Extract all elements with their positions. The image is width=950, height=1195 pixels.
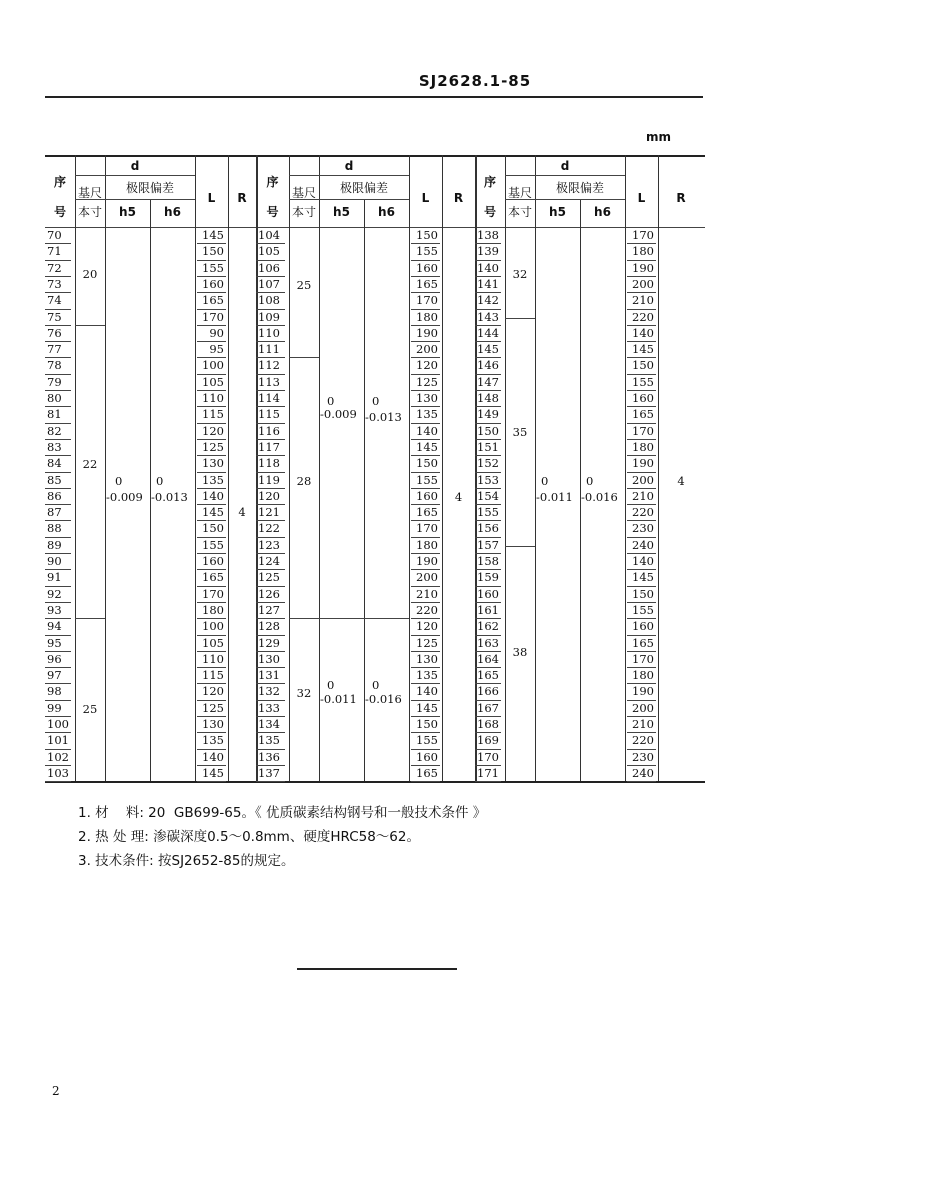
L-cell: 165 [416, 505, 438, 520]
seq-cell: 89 [47, 537, 62, 552]
row-rule [411, 781, 440, 782]
L-cell: 130 [202, 456, 224, 471]
header-sub-rule [75, 175, 195, 176]
header-rule [45, 96, 703, 98]
L-cell: 190 [632, 684, 654, 699]
row-rule [45, 781, 71, 782]
h5-upper: 0 [327, 677, 335, 692]
size-rule [505, 318, 535, 319]
header-L: L [421, 191, 430, 205]
L-cell: 165 [202, 570, 224, 585]
seq-cell: 139 [477, 244, 499, 259]
h6-upper: 0 [372, 677, 380, 692]
L-cell: 140 [632, 325, 654, 340]
L-cell: 115 [202, 407, 224, 422]
L-cell: 125 [202, 700, 224, 715]
L-cell: 190 [416, 554, 438, 568]
header-sub-rule [505, 175, 625, 176]
header-seq: 号 [266, 205, 279, 219]
seq-cell: 80 [47, 391, 62, 405]
seq-cell: 70 [47, 228, 62, 242]
L-cell: 170 [632, 651, 654, 666]
seq-cell: 142 [477, 293, 499, 308]
row-rule [256, 781, 285, 782]
L-cell: 155 [202, 537, 224, 552]
header-d: d [130, 159, 140, 173]
seq-cell: 121 [258, 505, 280, 520]
L-cell: 240 [632, 537, 654, 552]
seq-cell: 154 [477, 488, 499, 503]
seq-cell: 103 [47, 765, 69, 780]
L-cell: 150 [416, 717, 438, 731]
L-cell: 120 [416, 358, 438, 373]
seq-cell: 125 [258, 570, 280, 585]
seq-cell: 162 [477, 619, 499, 634]
header-h5: h5 [549, 205, 566, 219]
h6-lower: -0.013 [365, 410, 402, 425]
L-cell: 200 [632, 700, 654, 715]
seq-cell: 117 [258, 439, 280, 454]
header-h6: h6 [378, 205, 395, 219]
L-cell: 220 [632, 505, 654, 520]
seq-cell: 98 [47, 684, 62, 699]
seq-cell: 99 [47, 700, 62, 715]
h5-lower: -0.009 [320, 406, 357, 421]
seq-cell: 137 [258, 765, 280, 780]
table-top-rule [45, 155, 705, 157]
L-cell: 180 [632, 244, 654, 259]
L-cell: 165 [632, 407, 654, 422]
L-cell: 130 [416, 391, 438, 405]
seq-cell: 112 [258, 358, 280, 373]
seq-cell: 133 [258, 700, 280, 715]
L-cell: 200 [416, 570, 438, 585]
seq-cell: 135 [258, 733, 280, 748]
end-rule [297, 968, 457, 970]
seq-cell: 116 [258, 423, 280, 438]
L-cell: 150 [632, 358, 654, 373]
R-value: 4 [677, 473, 685, 488]
seq-cell: 132 [258, 684, 280, 699]
seq-cell: 88 [47, 521, 62, 536]
header-d: d [560, 159, 570, 173]
h5-lower: -0.011 [320, 692, 357, 707]
L-cell: 130 [416, 651, 438, 666]
seq-cell: 120 [258, 488, 280, 503]
seq-cell: 166 [477, 684, 499, 699]
seq-cell: 169 [477, 733, 499, 748]
L-cell: 170 [416, 293, 438, 308]
L-cell: 200 [632, 472, 654, 487]
seq-cell: 92 [47, 586, 62, 601]
L-cell: 100 [202, 358, 224, 373]
header-limit: 极限偏差 [339, 181, 388, 195]
L-cell: 135 [416, 668, 438, 683]
header-h6: h6 [164, 205, 181, 219]
L-cell: 160 [416, 488, 438, 503]
header-h5: h5 [119, 205, 136, 219]
L-cell: 190 [632, 456, 654, 471]
header-R: R [676, 191, 686, 205]
col-line [319, 175, 320, 781]
header-L: L [207, 191, 216, 205]
header-sub-rule [289, 175, 409, 176]
seq-cell: 81 [47, 407, 62, 422]
size-rule [289, 618, 409, 619]
seq-cell: 126 [258, 586, 280, 601]
L-cell: 115 [202, 668, 224, 683]
L-cell: 95 [209, 342, 224, 357]
col-line [228, 155, 229, 781]
L-cell: 145 [632, 342, 654, 357]
seq-cell: 104 [258, 228, 280, 242]
header-seq: 序 [266, 175, 279, 189]
seq-cell: 91 [47, 570, 62, 585]
seq-cell: 143 [477, 309, 499, 324]
L-cell: 145 [202, 228, 224, 242]
header-basic: 本寸 [77, 205, 102, 219]
header-h5: h5 [333, 205, 350, 219]
seq-cell: 105 [258, 244, 280, 259]
seq-cell: 158 [477, 554, 499, 568]
seq-cell: 86 [47, 488, 62, 503]
seq-cell: 145 [477, 342, 499, 357]
L-cell: 140 [632, 554, 654, 568]
notes [78, 801, 486, 873]
seq-cell: 72 [47, 260, 62, 275]
seq-cell: 156 [477, 521, 499, 536]
basic-size: 25 [296, 278, 312, 293]
header-d: d [344, 159, 354, 173]
L-cell: 180 [416, 537, 438, 552]
L-cell: 110 [202, 391, 224, 405]
L-cell: 155 [632, 374, 654, 389]
seq-cell: 113 [258, 374, 280, 389]
L-cell: 125 [416, 374, 438, 389]
L-cell: 145 [416, 700, 438, 715]
header-R: R [237, 191, 247, 205]
L-cell: 170 [202, 586, 224, 601]
basic-size: 25 [82, 701, 98, 716]
seq-cell: 167 [477, 700, 499, 715]
seq-cell: 93 [47, 602, 62, 617]
L-cell: 155 [202, 260, 224, 275]
size-rule [75, 325, 105, 326]
seq-cell: 73 [47, 276, 62, 291]
basic-size: 32 [512, 266, 528, 281]
seq-cell: 140 [477, 260, 499, 275]
document-code: SJ2628.1-85 [418, 72, 532, 90]
L-cell: 165 [632, 635, 654, 650]
page-number: 2 [52, 1084, 60, 1098]
L-cell: 125 [416, 635, 438, 650]
unit-label: mm [646, 130, 672, 144]
L-cell: 220 [416, 602, 438, 617]
L-cell: 145 [416, 439, 438, 454]
L-cell: 145 [202, 765, 224, 780]
seq-cell: 122 [258, 521, 280, 536]
L-cell: 90 [209, 325, 224, 340]
seq-cell: 153 [477, 472, 499, 487]
seq-cell: 108 [258, 293, 280, 308]
seq-cell: 78 [47, 358, 62, 373]
seq-cell: 94 [47, 619, 62, 634]
seq-cell: 164 [477, 651, 499, 666]
L-cell: 160 [632, 619, 654, 634]
R-value: 4 [454, 490, 463, 505]
seq-cell: 147 [477, 374, 499, 389]
h6-upper: 0 [372, 393, 380, 408]
h5-upper: 0 [115, 473, 123, 488]
note-1: 1. 材 料: 20 GB699-65。《 优质碳素结构钢号和一般技术条件 》 [78, 805, 487, 821]
h6-lower: -0.016 [581, 490, 618, 505]
L-cell: 100 [202, 619, 224, 634]
seq-cell: 85 [47, 472, 62, 487]
size-rule [75, 618, 105, 619]
L-cell: 105 [202, 374, 224, 389]
seq-cell: 168 [477, 717, 499, 731]
header-R: R [453, 191, 464, 205]
L-cell: 135 [202, 733, 224, 748]
L-cell: 210 [632, 293, 654, 308]
header-limit: 极限偏差 [555, 181, 604, 195]
L-cell: 160 [416, 260, 438, 275]
L-cell: 155 [416, 472, 438, 487]
basic-size: 20 [82, 266, 98, 281]
L-cell: 140 [416, 423, 438, 438]
L-cell: 240 [632, 765, 654, 780]
seq-cell: 107 [258, 276, 280, 291]
header-basic: 基尺 [507, 186, 532, 200]
h6-lower: -0.013 [151, 490, 188, 505]
seq-cell: 161 [477, 602, 499, 617]
header-basic: 本寸 [507, 205, 532, 219]
basic-size: 38 [512, 644, 528, 659]
seq-cell: 109 [258, 309, 280, 324]
L-cell: 160 [202, 554, 224, 568]
L-cell: 190 [632, 260, 654, 275]
L-cell: 135 [202, 472, 224, 487]
seq-cell: 159 [477, 570, 499, 585]
L-cell: 170 [632, 228, 654, 242]
L-cell: 155 [416, 244, 438, 259]
h5-upper: 0 [541, 473, 549, 488]
seq-cell: 96 [47, 651, 62, 666]
seq-cell: 124 [258, 554, 280, 568]
seq-cell: 102 [47, 749, 69, 764]
note-2: 2. 热 处 理: 渗碳深度0.5～0.8mm、硬度HRC58～62。 [78, 829, 420, 845]
L-cell: 180 [416, 309, 438, 324]
L-cell: 145 [202, 505, 224, 520]
header-h6: h6 [594, 205, 611, 219]
seq-cell: 149 [477, 407, 499, 422]
L-cell: 155 [416, 733, 438, 748]
note-3: 3. 技术条件: 按SJ2652-85的规定。 [78, 853, 295, 869]
basic-size: 28 [296, 473, 312, 488]
h5-lower: -0.011 [536, 490, 573, 505]
L-cell: 230 [632, 521, 654, 536]
seq-cell: 134 [258, 717, 280, 731]
row-rule [197, 781, 226, 782]
seq-cell: 127 [258, 602, 280, 617]
L-cell: 135 [416, 407, 438, 422]
seq-cell: 119 [258, 472, 280, 487]
L-cell: 220 [632, 733, 654, 748]
header-seq: 号 [483, 205, 496, 219]
seq-cell: 141 [477, 276, 499, 291]
L-cell: 120 [416, 619, 438, 634]
h5-lower: -0.009 [106, 490, 143, 505]
size-rule [289, 357, 319, 358]
basic-size: 35 [512, 424, 528, 439]
col-line [105, 175, 106, 781]
header-L: L [637, 191, 646, 205]
seq-cell: 129 [258, 635, 280, 650]
L-cell: 140 [416, 684, 438, 699]
L-cell: 180 [202, 602, 224, 617]
seq-cell: 75 [47, 309, 62, 324]
L-cell: 140 [202, 488, 224, 503]
L-cell: 210 [632, 717, 654, 731]
seq-cell: 84 [47, 456, 62, 471]
seq-cell: 90 [47, 554, 62, 568]
L-cell: 230 [632, 749, 654, 764]
seq-cell: 131 [258, 668, 280, 683]
seq-cell: 138 [477, 228, 499, 242]
R-value: 4 [238, 504, 246, 519]
seq-cell: 76 [47, 325, 62, 340]
seq-cell: 128 [258, 619, 280, 634]
col-line [505, 155, 506, 781]
header-seq: 序 [53, 175, 66, 189]
seq-cell: 110 [258, 325, 280, 340]
L-cell: 180 [632, 668, 654, 683]
seq-cell: 151 [477, 439, 499, 454]
header-seq: 序 [483, 175, 496, 189]
seq-cell: 152 [477, 456, 499, 471]
header-bottom-rule [45, 227, 705, 228]
L-cell: 170 [416, 521, 438, 536]
L-cell: 190 [416, 325, 438, 340]
row-rule [475, 781, 501, 782]
L-cell: 150 [202, 521, 224, 536]
L-cell: 210 [632, 488, 654, 503]
L-cell: 150 [416, 456, 438, 471]
header-limit: 极限偏差 [125, 181, 174, 195]
L-cell: 160 [416, 749, 438, 764]
basic-size: 22 [82, 457, 98, 472]
h6-upper: 0 [156, 473, 164, 488]
seq-cell: 100 [47, 717, 69, 731]
seq-cell: 115 [258, 407, 280, 422]
table-bottom-rule [45, 781, 705, 783]
seq-cell: 157 [477, 537, 499, 552]
L-cell: 160 [202, 276, 224, 291]
seq-cell: 82 [47, 423, 62, 438]
L-cell: 220 [632, 309, 654, 324]
L-cell: 200 [416, 342, 438, 357]
seq-cell: 74 [47, 293, 62, 308]
L-cell: 140 [202, 749, 224, 764]
seq-cell: 106 [258, 260, 280, 275]
L-cell: 120 [202, 684, 224, 699]
row-rule [627, 781, 656, 782]
seq-cell: 71 [47, 244, 62, 259]
seq-cell: 130 [258, 651, 280, 666]
seq-cell: 87 [47, 505, 62, 520]
seq-cell: 150 [477, 423, 499, 438]
L-cell: 210 [416, 586, 438, 601]
header-basic: 基尺 [77, 186, 102, 200]
header-basic: 基尺 [291, 186, 316, 200]
seq-cell: 163 [477, 635, 499, 650]
L-cell: 125 [202, 439, 224, 454]
dimension-table [45, 155, 705, 782]
L-cell: 165 [202, 293, 224, 308]
L-cell: 150 [202, 244, 224, 259]
h6-upper: 0 [586, 473, 594, 488]
seq-cell: 165 [477, 668, 499, 683]
col-line [658, 155, 659, 781]
L-cell: 105 [202, 635, 224, 650]
L-cell: 150 [416, 228, 438, 242]
L-cell: 170 [202, 309, 224, 324]
seq-cell: 118 [258, 456, 280, 471]
seq-cell: 170 [477, 749, 499, 764]
L-cell: 155 [632, 602, 654, 617]
L-cell: 165 [416, 765, 438, 780]
basic-size: 32 [296, 685, 312, 700]
L-cell: 110 [202, 651, 224, 666]
L-cell: 170 [632, 423, 654, 438]
seq-cell: 146 [477, 358, 499, 373]
seq-cell: 77 [47, 342, 62, 357]
col-line [442, 155, 443, 781]
h5-upper: 0 [327, 393, 335, 408]
L-cell: 165 [416, 276, 438, 291]
header-basic: 本寸 [291, 205, 316, 219]
h6-lower: -0.016 [365, 692, 402, 707]
L-cell: 180 [632, 439, 654, 454]
seq-cell: 171 [477, 765, 499, 780]
L-cell: 130 [202, 717, 224, 731]
seq-cell: 97 [47, 668, 62, 683]
seq-cell: 148 [477, 391, 499, 405]
seq-cell: 155 [477, 505, 499, 520]
seq-cell: 136 [258, 749, 280, 764]
L-cell: 200 [632, 276, 654, 291]
L-cell: 145 [632, 570, 654, 585]
seq-cell: 95 [47, 635, 62, 650]
seq-cell: 160 [477, 586, 499, 601]
header-seq: 号 [53, 205, 66, 219]
seq-cell: 101 [47, 733, 69, 748]
seq-cell: 144 [477, 325, 499, 340]
seq-cell: 123 [258, 537, 280, 552]
seq-cell: 83 [47, 439, 62, 454]
seq-cell: 79 [47, 374, 62, 389]
col-line [535, 175, 536, 781]
L-cell: 150 [632, 586, 654, 601]
L-cell: 160 [632, 391, 654, 405]
L-cell: 120 [202, 423, 224, 438]
seq-cell: 111 [258, 342, 280, 357]
seq-cell: 114 [258, 391, 280, 405]
size-rule [505, 546, 535, 547]
